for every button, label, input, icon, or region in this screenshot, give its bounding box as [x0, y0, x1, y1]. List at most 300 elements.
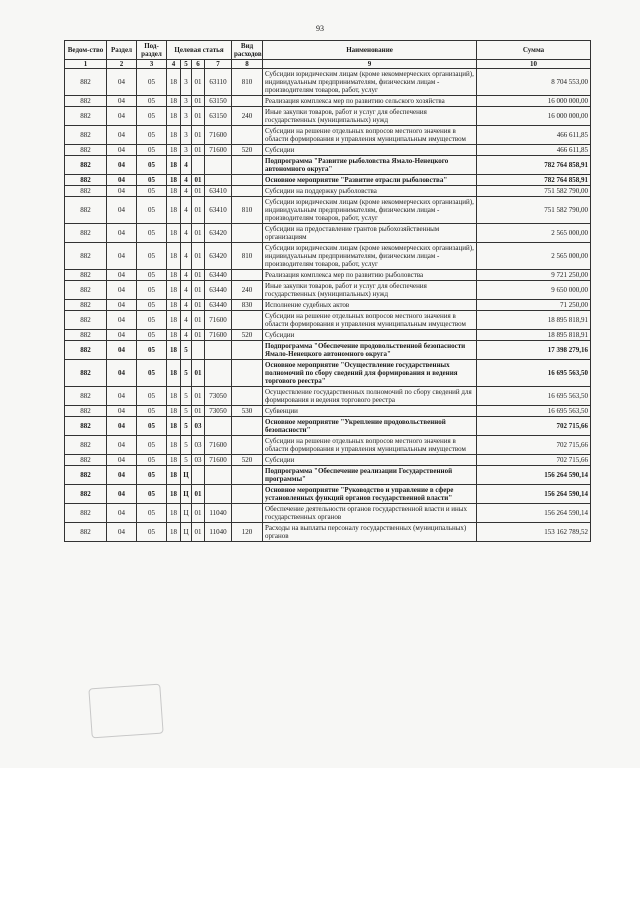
- cell-cs-direction: [205, 360, 232, 387]
- cell-cs-subprogram: Ц: [181, 485, 192, 504]
- cell-cs-event: 01: [192, 96, 205, 107]
- cell-podrazdel: 05: [137, 224, 167, 243]
- cell-vid-rashodov: 120: [232, 523, 263, 542]
- cell-cs-subprogram: 5: [181, 455, 192, 466]
- cell-cs-subprogram: 3: [181, 145, 192, 156]
- cell-cs-program: 18: [167, 311, 181, 330]
- cell-cs-direction: [205, 417, 232, 436]
- cell-razdel: 04: [107, 436, 137, 455]
- cell-cs-event: 03: [192, 417, 205, 436]
- cell-summa: 156 264 590,14: [477, 504, 591, 523]
- table-row: [65, 387, 591, 406]
- cell-razdel: 04: [107, 175, 137, 186]
- cell-cs-subprogram: 5: [181, 360, 192, 387]
- cell-summa: 751 582 790,00: [477, 186, 591, 197]
- cell-vedomstvo: 882: [65, 126, 107, 145]
- cell-cs-program: 18: [167, 126, 181, 145]
- cell-vid-rashodov: 810: [232, 243, 263, 270]
- cell-naimenovanie: Исполнение судебных актов: [263, 300, 477, 311]
- table-row: [65, 417, 591, 436]
- cell-summa: 18 895 818,91: [477, 311, 591, 330]
- cell-vid-rashodov: 810: [232, 69, 263, 96]
- cell-cs-subprogram: 3: [181, 107, 192, 126]
- cell-vedomstvo: 882: [65, 69, 107, 96]
- cell-cs-program: 18: [167, 485, 181, 504]
- cell-cs-event: 03: [192, 455, 205, 466]
- cell-cs-direction: 73050: [205, 406, 232, 417]
- cell-cs-direction: 71600: [205, 145, 232, 156]
- table-row: [65, 330, 591, 341]
- cell-razdel: 04: [107, 387, 137, 406]
- cell-naimenovanie: Субсидии: [263, 330, 477, 341]
- cell-podrazdel: 05: [137, 243, 167, 270]
- cell-cs-direction: 71600: [205, 126, 232, 145]
- page-number: 93: [316, 24, 324, 33]
- header-naimenovanie: Наименование: [263, 41, 477, 60]
- cell-cs-event: 01: [192, 504, 205, 523]
- cell-cs-direction: [205, 156, 232, 175]
- cell-vedomstvo: 882: [65, 156, 107, 175]
- cell-summa: 17 398 279,16: [477, 341, 591, 360]
- cell-naimenovanie: Подпрограмма "Развитие рыболовства Ямало-Ненецкого автономного округа": [263, 156, 477, 175]
- cell-cs-event: 01: [192, 69, 205, 96]
- cell-summa: 16 000 000,00: [477, 96, 591, 107]
- cell-cs-direction: 63440: [205, 270, 232, 281]
- cell-cs-program: 18: [167, 387, 181, 406]
- cell-vedomstvo: 882: [65, 341, 107, 360]
- cell-cs-event: 01: [192, 270, 205, 281]
- cell-vedomstvo: 882: [65, 300, 107, 311]
- cell-cs-event: [192, 156, 205, 175]
- cell-vedomstvo: 882: [65, 270, 107, 281]
- cell-razdel: 04: [107, 330, 137, 341]
- column-number: 4: [167, 60, 181, 69]
- cell-podrazdel: 05: [137, 186, 167, 197]
- cell-summa: 16 695 563,50: [477, 387, 591, 406]
- cell-summa: 153 162 789,52: [477, 523, 591, 542]
- cell-cs-event: 01: [192, 186, 205, 197]
- cell-cs-event: 01: [192, 311, 205, 330]
- cell-naimenovanie: Расходы на выплаты персоналу государственных (муниципальных) органов: [263, 523, 477, 542]
- cell-cs-subprogram: 5: [181, 387, 192, 406]
- header-vid-rashodov: Вид расходов: [232, 41, 263, 60]
- cell-vedomstvo: 882: [65, 406, 107, 417]
- cell-cs-subprogram: 4: [181, 175, 192, 186]
- cell-naimenovanie: Обеспечение деятельности органов государственной власти и иных государственных органов: [263, 504, 477, 523]
- cell-razdel: 04: [107, 406, 137, 417]
- cell-razdel: 04: [107, 485, 137, 504]
- cell-cs-subprogram: 4: [181, 224, 192, 243]
- cell-cs-direction: 63440: [205, 281, 232, 300]
- cell-cs-direction: 63150: [205, 107, 232, 126]
- cell-podrazdel: 05: [137, 523, 167, 542]
- cell-cs-program: 18: [167, 186, 181, 197]
- cell-cs-direction: [205, 175, 232, 186]
- cell-vid-rashodov: 240: [232, 281, 263, 300]
- cell-razdel: 04: [107, 270, 137, 281]
- cell-summa: 782 764 858,91: [477, 156, 591, 175]
- header-razdel: Раздел: [107, 41, 137, 60]
- table-row: [65, 175, 591, 186]
- cell-cs-event: 01: [192, 197, 205, 224]
- cell-podrazdel: 05: [137, 466, 167, 485]
- table-row: [65, 126, 591, 145]
- cell-cs-program: 18: [167, 417, 181, 436]
- cell-vid-rashodov: [232, 466, 263, 485]
- table-row: [65, 270, 591, 281]
- cell-vedomstvo: 882: [65, 311, 107, 330]
- cell-vedomstvo: 882: [65, 186, 107, 197]
- cell-cs-event: 01: [192, 387, 205, 406]
- cell-cs-subprogram: 5: [181, 341, 192, 360]
- cell-razdel: 04: [107, 69, 137, 96]
- table-row: [65, 243, 591, 270]
- cell-vedomstvo: 882: [65, 417, 107, 436]
- cell-cs-subprogram: 4: [181, 186, 192, 197]
- cell-razdel: 04: [107, 341, 137, 360]
- cell-cs-direction: 71600: [205, 311, 232, 330]
- column-number-row: [65, 60, 591, 69]
- cell-naimenovanie: Подпрограмма "Обеспечение реализации Государственной программы": [263, 466, 477, 485]
- cell-cs-program: 18: [167, 243, 181, 270]
- cell-cs-subprogram: 5: [181, 417, 192, 436]
- table-row: [65, 455, 591, 466]
- cell-cs-direction: 63150: [205, 96, 232, 107]
- cell-naimenovanie: Основное мероприятие "Руководство и управление в сфере установленных функций органов государственной власти": [263, 485, 477, 504]
- cell-cs-direction: [205, 485, 232, 504]
- cell-summa: 156 264 590,14: [477, 485, 591, 504]
- cell-vedomstvo: 882: [65, 466, 107, 485]
- cell-cs-subprogram: 4: [181, 270, 192, 281]
- cell-razdel: 04: [107, 300, 137, 311]
- cell-naimenovanie: Иные закупки товаров, работ и услуг для обеспечения государственных (муниципальных) нужд: [263, 107, 477, 126]
- cell-summa: 71 250,00: [477, 300, 591, 311]
- table-row: [65, 96, 591, 107]
- table-row: [65, 406, 591, 417]
- cell-naimenovanie: Иные закупки товаров, работ и услуг для обеспечения государственных (муниципальных) нужд: [263, 281, 477, 300]
- cell-vid-rashodov: [232, 341, 263, 360]
- cell-cs-direction: 63410: [205, 186, 232, 197]
- cell-cs-event: 01: [192, 523, 205, 542]
- cell-naimenovanie: Субсидии юридическим лицам (кроме некоммерческих организаций), индивидуальным предпринимателям, физическим лицам - производителям товаров, работ, услуг: [263, 243, 477, 270]
- cell-summa: 8 704 553,00: [477, 69, 591, 96]
- cell-cs-program: 18: [167, 107, 181, 126]
- cell-summa: 16 000 000,00: [477, 107, 591, 126]
- cell-vedomstvo: 882: [65, 387, 107, 406]
- cell-razdel: 04: [107, 281, 137, 300]
- cell-razdel: 04: [107, 360, 137, 387]
- cell-cs-subprogram: 4: [181, 300, 192, 311]
- cell-razdel: 04: [107, 126, 137, 145]
- cell-vedomstvo: 882: [65, 281, 107, 300]
- cell-cs-direction: 63420: [205, 224, 232, 243]
- header-summa: Сумма: [477, 41, 591, 60]
- cell-cs-event: 01: [192, 243, 205, 270]
- cell-cs-event: 03: [192, 436, 205, 455]
- cell-podrazdel: 05: [137, 455, 167, 466]
- cell-cs-program: 18: [167, 224, 181, 243]
- cell-cs-direction: [205, 466, 232, 485]
- cell-naimenovanie: Субсидии юридическим лицам (кроме некоммерческих организаций), индивидуальным предпринимателям, физическим лицам - производителям товаров, работ, услуг: [263, 69, 477, 96]
- cell-cs-event: 01: [192, 406, 205, 417]
- cell-cs-event: 01: [192, 145, 205, 156]
- table-row: [65, 69, 591, 96]
- cell-vid-rashodov: 530: [232, 406, 263, 417]
- cell-podrazdel: 05: [137, 341, 167, 360]
- header-row: [65, 41, 591, 60]
- cell-vedomstvo: 882: [65, 107, 107, 126]
- cell-summa: 16 695 563,50: [477, 360, 591, 387]
- table-row: [65, 186, 591, 197]
- cell-summa: 466 611,85: [477, 145, 591, 156]
- cell-vedomstvo: 882: [65, 197, 107, 224]
- column-number: 10: [477, 60, 591, 69]
- cell-summa: 782 764 858,91: [477, 175, 591, 186]
- cell-vid-rashodov: [232, 504, 263, 523]
- cell-cs-subprogram: Ц: [181, 504, 192, 523]
- cell-podrazdel: 05: [137, 126, 167, 145]
- cell-cs-event: 01: [192, 485, 205, 504]
- cell-podrazdel: 05: [137, 504, 167, 523]
- cell-cs-program: 18: [167, 300, 181, 311]
- cell-vedomstvo: 882: [65, 145, 107, 156]
- cell-cs-direction: 71600: [205, 330, 232, 341]
- cell-naimenovanie: Субсидии на поддержку рыболовства: [263, 186, 477, 197]
- cell-cs-subprogram: 4: [181, 243, 192, 270]
- cell-cs-direction: 71600: [205, 455, 232, 466]
- cell-razdel: 04: [107, 186, 137, 197]
- cell-podrazdel: 05: [137, 360, 167, 387]
- cell-naimenovanie: Реализация комплекса мер по развитию сельского хозяйства: [263, 96, 477, 107]
- cell-cs-direction: 73050: [205, 387, 232, 406]
- cell-cs-event: [192, 341, 205, 360]
- cell-cs-program: 18: [167, 270, 181, 281]
- cell-razdel: 04: [107, 145, 137, 156]
- cell-naimenovanie: Субсидии: [263, 455, 477, 466]
- cell-cs-subprogram: Ц: [181, 523, 192, 542]
- cell-cs-program: 18: [167, 504, 181, 523]
- cell-cs-program: 18: [167, 156, 181, 175]
- cell-vid-rashodov: [232, 156, 263, 175]
- cell-podrazdel: 05: [137, 197, 167, 224]
- cell-podrazdel: 05: [137, 96, 167, 107]
- cell-cs-direction: 11040: [205, 523, 232, 542]
- cell-podrazdel: 05: [137, 485, 167, 504]
- cell-naimenovanie: Субсидии на решение отдельных вопросов местного значения в области формирования и управления муниципальным имуществом: [263, 436, 477, 455]
- budget-table: [64, 40, 591, 542]
- cell-naimenovanie: Субвенции: [263, 406, 477, 417]
- cell-cs-subprogram: 5: [181, 406, 192, 417]
- cell-razdel: 04: [107, 197, 137, 224]
- cell-naimenovanie: Субсидии юридическим лицам (кроме некоммерческих организаций), индивидуальным предпринимателям, физическим лицам - производителям товаров, работ, услуг: [263, 197, 477, 224]
- cell-podrazdel: 05: [137, 311, 167, 330]
- cell-vedomstvo: 882: [65, 436, 107, 455]
- table-row: [65, 281, 591, 300]
- cell-cs-program: 18: [167, 466, 181, 485]
- cell-cs-event: 01: [192, 126, 205, 145]
- cell-naimenovanie: Субсидии на решение отдельных вопросов местного значения в области формирования и управления муниципальным имуществом: [263, 126, 477, 145]
- cell-summa: 702 715,66: [477, 417, 591, 436]
- cell-cs-program: 18: [167, 330, 181, 341]
- cell-podrazdel: 05: [137, 436, 167, 455]
- column-number: 2: [107, 60, 137, 69]
- cell-vid-rashodov: [232, 186, 263, 197]
- cell-cs-event: 01: [192, 360, 205, 387]
- cell-podrazdel: 05: [137, 145, 167, 156]
- column-number: 9: [263, 60, 477, 69]
- cell-podrazdel: 05: [137, 281, 167, 300]
- table-row: [65, 466, 591, 485]
- cell-vid-rashodov: 520: [232, 330, 263, 341]
- cell-cs-event: 01: [192, 175, 205, 186]
- cell-vid-rashodov: [232, 387, 263, 406]
- cell-cs-program: 18: [167, 175, 181, 186]
- cell-naimenovanie: Основное мероприятие "Развитие отрасли рыболовства": [263, 175, 477, 186]
- cell-summa: 2 565 000,00: [477, 243, 591, 270]
- cell-cs-subprogram: 4: [181, 281, 192, 300]
- cell-naimenovanie: Реализация комплекса мер по развитию рыболовства: [263, 270, 477, 281]
- column-number: 8: [232, 60, 263, 69]
- cell-vid-rashodov: 240: [232, 107, 263, 126]
- cell-razdel: 04: [107, 243, 137, 270]
- cell-summa: 702 715,66: [477, 455, 591, 466]
- cell-cs-program: 18: [167, 341, 181, 360]
- cell-cs-subprogram: 3: [181, 126, 192, 145]
- cell-naimenovanie: Основное мероприятие "Осуществление государственных полномочий по сбору сведений для формирования и ведения торгового реестра": [263, 360, 477, 387]
- header-podrazdel: Под-раздел: [137, 41, 167, 60]
- cell-vid-rashodov: [232, 417, 263, 436]
- table-row: [65, 523, 591, 542]
- cell-cs-direction: 63410: [205, 197, 232, 224]
- cell-vid-rashodov: [232, 224, 263, 243]
- cell-summa: 16 695 563,50: [477, 406, 591, 417]
- cell-summa: 751 582 790,00: [477, 197, 591, 224]
- cell-cs-direction: 63440: [205, 300, 232, 311]
- column-number: 3: [137, 60, 167, 69]
- blank-area: [0, 771, 640, 905]
- cell-razdel: 04: [107, 156, 137, 175]
- cell-summa: 466 611,85: [477, 126, 591, 145]
- table-row: [65, 341, 591, 360]
- cell-cs-event: 01: [192, 300, 205, 311]
- cell-razdel: 04: [107, 311, 137, 330]
- cell-vid-rashodov: [232, 311, 263, 330]
- cell-naimenovanie: Основное мероприятие "Укрепление продовольственной безопасности": [263, 417, 477, 436]
- table-row: [65, 360, 591, 387]
- cell-podrazdel: 05: [137, 387, 167, 406]
- cell-summa: 9 650 000,00: [477, 281, 591, 300]
- column-number: 6: [192, 60, 205, 69]
- cell-naimenovanie: Субсидии на предоставление грантов рыбохозяйственным организациям: [263, 224, 477, 243]
- cell-cs-event: 01: [192, 224, 205, 243]
- column-number: 5: [181, 60, 192, 69]
- cell-vid-rashodov: [232, 360, 263, 387]
- table-row: [65, 145, 591, 156]
- cell-vid-rashodov: [232, 485, 263, 504]
- cell-cs-event: [192, 466, 205, 485]
- cell-vid-rashodov: [232, 436, 263, 455]
- cell-vedomstvo: 882: [65, 523, 107, 542]
- cell-cs-program: 18: [167, 406, 181, 417]
- cell-cs-program: 18: [167, 96, 181, 107]
- cell-cs-program: 18: [167, 69, 181, 96]
- cell-razdel: 04: [107, 466, 137, 485]
- cell-vedomstvo: 882: [65, 360, 107, 387]
- table-row: [65, 224, 591, 243]
- cell-vedomstvo: 882: [65, 455, 107, 466]
- cell-vid-rashodov: [232, 96, 263, 107]
- cell-cs-subprogram: 4: [181, 197, 192, 224]
- cell-vid-rashodov: [232, 175, 263, 186]
- cell-vedomstvo: 882: [65, 96, 107, 107]
- cell-vedomstvo: 882: [65, 504, 107, 523]
- header-celevaya-statya: Целевая статья: [167, 41, 232, 60]
- cell-cs-direction: [205, 341, 232, 360]
- cell-vid-rashodov: 810: [232, 197, 263, 224]
- cell-cs-subprogram: 3: [181, 96, 192, 107]
- cell-vedomstvo: 882: [65, 175, 107, 186]
- cell-naimenovanie: Субсидии на решение отдельных вопросов местного значения в области формирования и управления муниципальным имуществом: [263, 311, 477, 330]
- cell-cs-subprogram: 3: [181, 69, 192, 96]
- cell-vedomstvo: 882: [65, 243, 107, 270]
- table-row: [65, 504, 591, 523]
- cell-vid-rashodov: 520: [232, 455, 263, 466]
- table-row: [65, 300, 591, 311]
- cell-cs-program: 18: [167, 523, 181, 542]
- cell-podrazdel: 05: [137, 417, 167, 436]
- cell-podrazdel: 05: [137, 175, 167, 186]
- header-vedomstvo: Ведом-ство: [65, 41, 107, 60]
- cell-naimenovanie: Подпрограмма "Обеспечение продовольственной безопасности Ямало-Ненецкого автономного округа": [263, 341, 477, 360]
- cell-cs-program: 18: [167, 360, 181, 387]
- cell-cs-program: 18: [167, 145, 181, 156]
- cell-cs-program: 18: [167, 197, 181, 224]
- cell-summa: 702 715,66: [477, 436, 591, 455]
- cell-podrazdel: 05: [137, 69, 167, 96]
- cell-summa: 9 721 250,00: [477, 270, 591, 281]
- cell-razdel: 04: [107, 504, 137, 523]
- cell-cs-event: 01: [192, 330, 205, 341]
- cell-razdel: 04: [107, 417, 137, 436]
- table-row: [65, 197, 591, 224]
- cell-summa: 2 565 000,00: [477, 224, 591, 243]
- cell-cs-event: 01: [192, 281, 205, 300]
- cell-podrazdel: 05: [137, 156, 167, 175]
- cell-summa: 156 264 590,14: [477, 466, 591, 485]
- cell-razdel: 04: [107, 455, 137, 466]
- cell-cs-program: 18: [167, 281, 181, 300]
- cell-podrazdel: 05: [137, 406, 167, 417]
- cell-vedomstvo: 882: [65, 224, 107, 243]
- cell-cs-program: 18: [167, 455, 181, 466]
- cell-podrazdel: 05: [137, 107, 167, 126]
- cell-cs-program: 18: [167, 436, 181, 455]
- cell-cs-event: 01: [192, 107, 205, 126]
- cell-razdel: 04: [107, 523, 137, 542]
- cell-cs-subprogram: Ц: [181, 466, 192, 485]
- table-row: [65, 107, 591, 126]
- cell-razdel: 04: [107, 107, 137, 126]
- cell-cs-direction: 63110: [205, 69, 232, 96]
- cell-cs-subprogram: 4: [181, 330, 192, 341]
- cell-vid-rashodov: [232, 126, 263, 145]
- cell-vid-rashodov: 830: [232, 300, 263, 311]
- table-row: [65, 311, 591, 330]
- table-row: [65, 485, 591, 504]
- cell-razdel: 04: [107, 224, 137, 243]
- stamp-mark: [88, 684, 163, 739]
- cell-cs-direction: 71600: [205, 436, 232, 455]
